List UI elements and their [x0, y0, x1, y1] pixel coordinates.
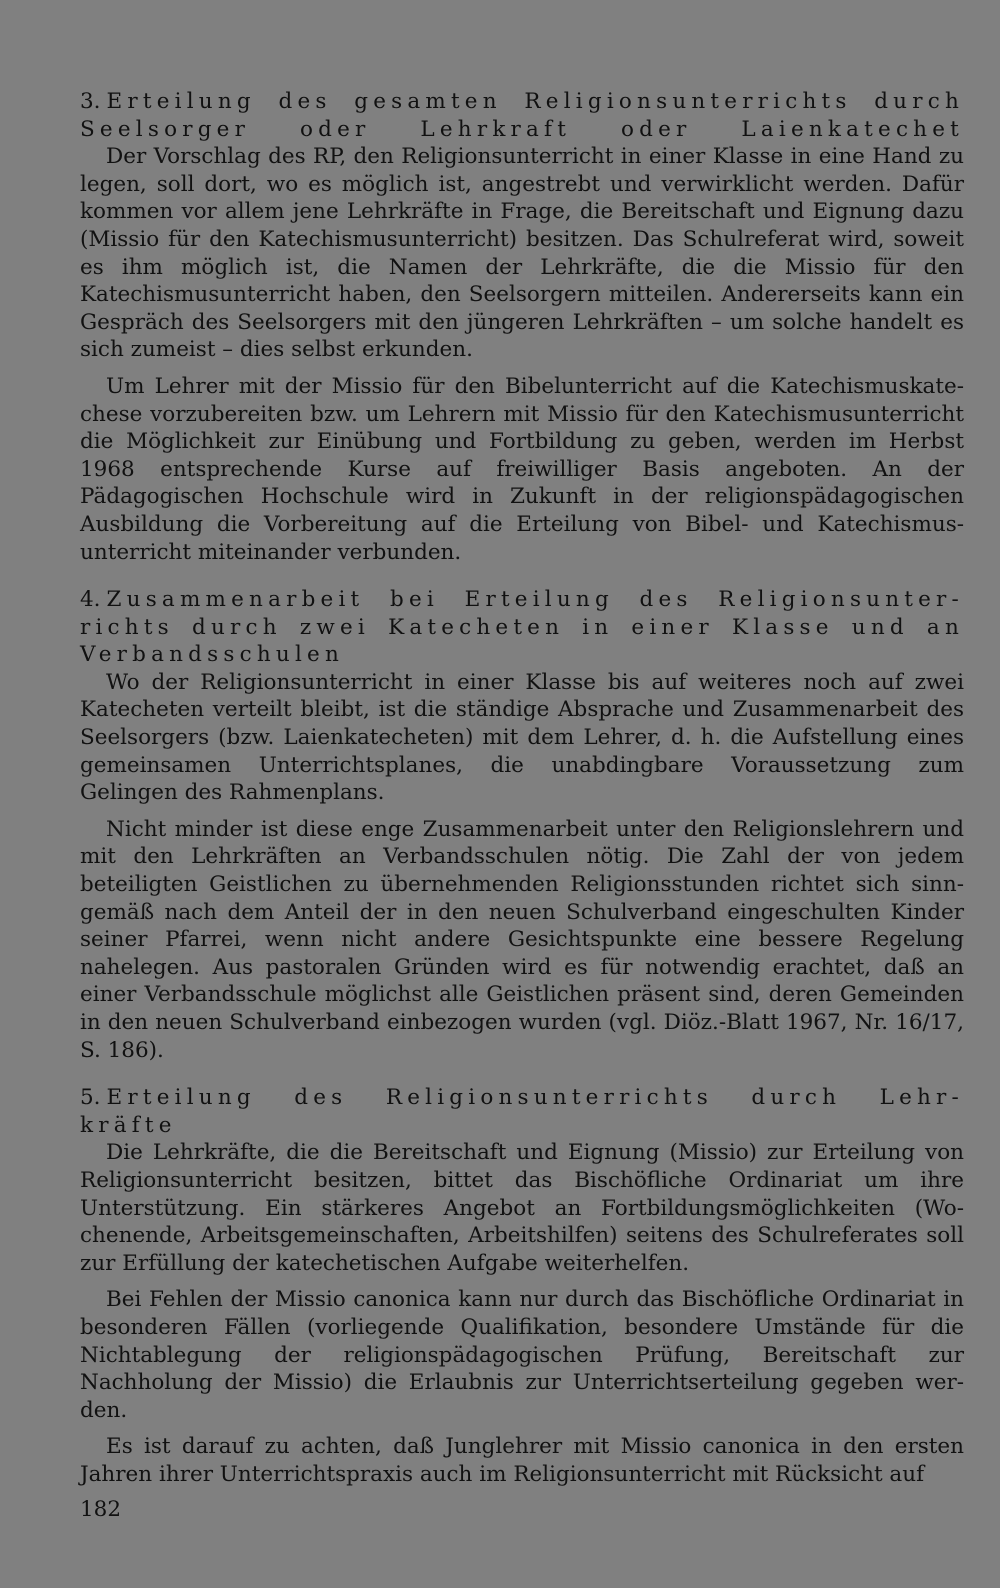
section-4 [80, 586, 964, 1064]
heading-line [80, 641, 964, 669]
heading-line [80, 1112, 964, 1140]
heading-text: Zusammenarbeit bei Erteilung des Religionsunter- [106, 587, 964, 613]
heading-text: richts durch zwei Katecheten in einer Klasse und an [80, 614, 964, 640]
heading-text: Erteilung des Religionsunterrichts durch Lehr- [106, 1085, 964, 1111]
paragraph: Bei Fehlen der Missio canonica kann nur durch das Bischöfliche Ordinariat in besonderen Fällen (vorliegende Qualifikation, besondere Umstände für die Nichtablegung der religionspädagogischen Prüfung, Bereitschaft zur Nachholung der Missio) die Erlaubnis zur Unterrichtserteilung gegeben werden. [80, 1287, 964, 1423]
section-heading [80, 88, 964, 143]
section-number: 5. [80, 1085, 101, 1111]
section-heading [80, 1084, 964, 1139]
heading-line [80, 586, 964, 614]
heading-line [80, 88, 964, 116]
paragraph: Der Vorschlag des RP, den Religionsunterricht in einer Klasse in eine Hand zu legen, soll dort, wo es möglich ist, angestrebt und verwirklicht werden. Dafür kommen vor allem jene Lehrkräfte in Frage, die Bereitschaft und Eignung dazu (Missio für den Katechismusunterricht) besitzen. Das Schulreferat wird, soweit es ihm möglich ist, die Namen der Lehrkräfte, die die Missio für den Katechismusunterricht haben, den Seelsorgern mitteilen. Andererseits kann ein Gespräch des Seelsorgers mit den jüngeren Lehrkräften – um solche handelt es sich zumeist – dies selbst erkunden. [80, 144, 964, 363]
heading-line [80, 116, 964, 144]
section-number: 4. [80, 587, 101, 613]
section-3 [80, 88, 964, 566]
section-heading [80, 586, 964, 669]
section-number: 3. [80, 89, 101, 114]
paragraph: Es ist darauf zu achten, daß Junglehrer mit Missio canonica in den ersten Jahren ihrer Unterrichtspraxis auch im Religionsunterricht mit Rücksicht auf [80, 1434, 964, 1487]
heading-text: Seelsorger oder Lehrkraft oder Laienkatechet [80, 116, 964, 142]
paragraph: Um Lehrer mit der Missio für den Bibelunterricht auf die Katechismuskatechese vorzubereiten bzw. um Lehrern mit Missio für den Katechismusunterricht die Möglichkeit zur Einübung und Fortbildung zu geben, werden im Herbst 1968 entsprechende Kurse auf freiwilliger Basis angeboten. An der Pädagogischen Hochschule wird in Zukunft in der religionspädagogischen Ausbildung die Vorbereitung auf die Erteilung von Bibel- und Katechismusunterricht miteinander verbunden. [80, 373, 964, 565]
heading-text: Verbandsschulen [80, 642, 344, 668]
heading-text: Erteilung des gesamten Religionsunterrichts durch [106, 89, 964, 114]
paragraph: Wo der Religionsunterricht in einer Klasse bis auf weiteres noch auf zwei Katecheten verteilt bleibt, ist die ständige Absprache und Zusammenarbeit des Seelsorgers (bzw. Laienkatecheten) mit dem Lehrer, d. h. die Aufstellung eines gemeinsamen Unterrichtsplanes, die unabdingbare Voraussetzung zum Gelingen des Rahmenplans. [80, 669, 964, 806]
document-page [80, 88, 964, 1509]
section-5 [80, 1084, 964, 1488]
heading-text: kräfte [80, 1112, 177, 1138]
heading-line [80, 1084, 964, 1112]
paragraph: Die Lehrkräfte, die die Bereitschaft und Eignung (Missio) zur Erteilung von Religionsunterricht besitzen, bittet das Bischöfliche Ordinariat um ihre Unterstützung. Ein stärkeres Angebot an Fortbildungsmöglichkeiten (Wochenende, Arbeitsgemeinschaften, Arbeitshilfen) seitens des Schulreferates soll zur Erfüllung der katechetischen Aufgabe weiterhelfen. [80, 1140, 964, 1276]
heading-line [80, 614, 964, 642]
page-number: 182 [80, 1497, 122, 1522]
paragraph: Nicht minder ist diese enge Zusammenarbeit unter den Religionslehrern und mit den Lehrkräften an Verbandsschulen nötig. Die Zahl der von jedem beteiligten Geistlichen zu übernehmenden Religionsstunden richtet sich sinngemäß nach dem Anteil der in den neuen Schulverband eingeschulten Kinder seiner Pfarrei, wenn nicht andere Gesichtspunkte eine bessere Regelung nahelegen. Aus pastoralen Gründen wird es für notwendig erachtet, daß an einer Verbandsschule möglichst alle Geistlichen präsent sind, deren Gemeinden in den neuen Schulverband einbezogen wurden (vgl. Diöz.-Blatt 1967, Nr. 16/17, S. 186). [80, 816, 964, 1063]
